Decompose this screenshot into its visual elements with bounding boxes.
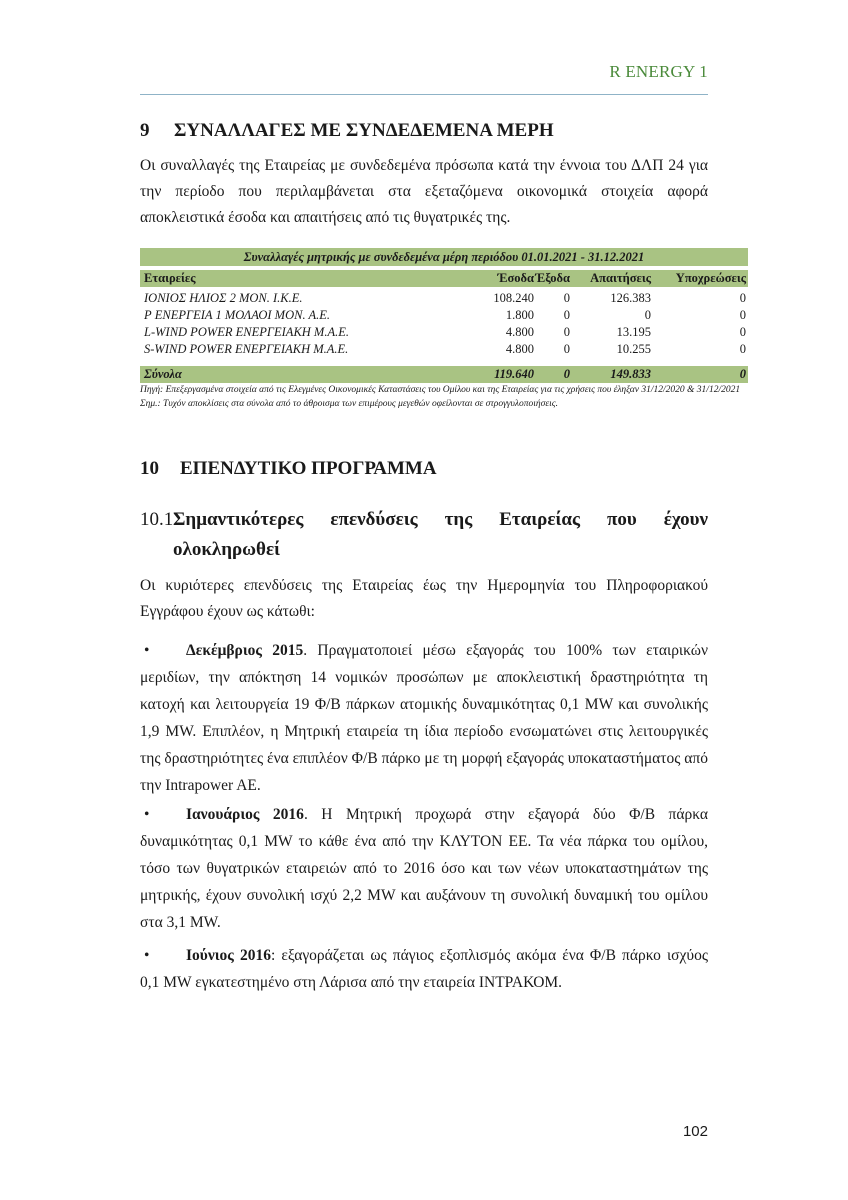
table-cell-expenses: 0 [563, 291, 570, 305]
page-header [140, 62, 708, 95]
section-9-title: ΣΥΝΑΛΛΑΓΕΣ ΜΕ ΣΥΝΔΕΔΕΜΕΝΑ ΜΕΡΗ [174, 120, 554, 141]
table-cell-company: L-WIND POWER ΕΝΕΡΓΕΙΑΚΗ Μ.Α.Ε. [144, 325, 349, 339]
table-row [140, 324, 748, 341]
table-cell-receivables: 10.255 [616, 342, 651, 356]
table-header-row [140, 270, 748, 287]
totals-revenue: 119.640 [494, 367, 534, 381]
table-cell-company: S-WIND POWER ΕΝΕΡΓΕΙΑΚΗ Μ.Α.Ε. [144, 342, 349, 356]
bullet-text: . Πραγματοποιεί μέσω εξαγοράς του 100% των εταιρικών μεριδίων, την απόκτηση 14 νομικών προσώπων με αποκλειστική δραστηριότητα τη κατοχή και λειτουργεία 19 Φ/Β πάρκων ατομικής δυναμικότητας 0,1 MW και συνολικής 1,9 MW. Επιπλέον, η Μητρική εταιρεία τη ίδια περίοδο ενσωματώνει στις λειτουργικές της δραστηριότητες ένα επιπλέον Φ/Β πάρκο με τη μορφή εξαγοράς υποκαταστήματος από την Intrapower AE. [140, 642, 708, 794]
section-9-heading [140, 120, 554, 142]
table-cell-payables: 0 [739, 325, 746, 339]
header-title: R ENERGY 1 [609, 62, 708, 81]
table-row [140, 341, 748, 358]
bullet-item [140, 801, 708, 936]
bullet-item [140, 942, 708, 996]
section-10-1-title-line1: Σημαντικότερες επενδύσεις της Εταιρείας που έχουν [173, 509, 708, 530]
table-cell-company: Ρ ΕΝΕΡΓΕΙΑ 1 ΜΟΛΑΟΙ ΜΟΝ. Α.Ε. [144, 308, 330, 322]
table-cell-revenue: 1.800 [505, 308, 534, 322]
bullet-marker: • [144, 947, 150, 964]
bullet-text: . Η Μητρική προχωρά στην εξαγορά δύο Φ/Β πάρκα δυναμικότητας 0,1 MW το κάθε ένα από την ΚΛΥΤΟΝ ΕΕ. Τα νέα πάρκα του ομίλου, τόσο των θυγατρικών εταιρειών από το 2016 όσο και των νέων υποκαταστημάτων της μητρικής, έχουν συνολική ισχύ 2,2 MW και αυξάνουν τη συνολική δυναμική του ομίλου στα 3,1 MW. [140, 806, 708, 931]
header-revenue: Έσοδα [497, 271, 534, 285]
table-totals-row [140, 366, 748, 383]
header-companies: Εταιρείες [144, 271, 196, 285]
section-10-1-intro: Οι κυριότερες επενδύσεις της Εταιρείας έως την Ημερομηνία του Πληροφοριακού Εγγράφου έχουν ως κάτωθι: [140, 577, 708, 620]
table-cell-receivables: 13.195 [616, 325, 651, 339]
section-9-number: 9 [140, 120, 150, 141]
table-cell-expenses: 0 [563, 325, 570, 339]
section-10-number: 10 [140, 458, 159, 479]
page-number: 102 [682, 1123, 708, 1140]
section-10-title: ΕΠΕΝΔΥΤΙΚΟ ΠΡΟΓΡΑΜΜΑ [180, 458, 437, 479]
table-cell-payables: 0 [739, 291, 746, 305]
table-cell-expenses: 0 [563, 308, 570, 322]
totals-label: Σύνολα [144, 367, 182, 381]
bullet-lead: Δεκέμβριος 2015 [186, 642, 304, 659]
header-receivables: Απαιτήσεις [590, 271, 651, 285]
table-row [140, 307, 748, 324]
table-cell-receivables: 126.383 [610, 291, 651, 305]
section-10-1-heading [140, 505, 708, 565]
table-cell-payables: 0 [739, 342, 746, 356]
table-cell-revenue: 4.800 [505, 342, 534, 356]
table-cell-payables: 0 [739, 308, 746, 322]
header-payables: Υποχρεώσεις [675, 271, 746, 285]
table-cell-receivables: 0 [644, 308, 651, 322]
section-10-1-title-line2: ολοκληρωθεί [173, 539, 280, 560]
table-cell-expenses: 0 [563, 342, 570, 356]
table-rounding-note: Σημ.: Τυχόν αποκλίσεις στα σύνολα από το άθροισμα των επιμέρους μεγεθών οφείλονται σε στρογγυλοποιήσεις. [140, 399, 558, 409]
bullet-lead: Ιούνιος 2016 [186, 947, 271, 964]
totals-payables: 0 [739, 367, 746, 381]
bullet-item [140, 637, 708, 799]
totals-receivables: 149.833 [610, 367, 651, 381]
totals-expenses: 0 [563, 367, 570, 381]
table-source-note: Πηγή: Επεξεργασμένα στοιχεία από τις Ελεγμένες Οικονομικές Καταστάσεις του Ομίλου και της Εταιρείας για τις χρήσεις που έληξαν 31/12/2020 & 31/12/2021 [140, 385, 741, 395]
bullet-lead: Ιανουάριος 2016 [186, 806, 304, 823]
table-cell-company: ΙΟΝΙΟΣ ΗΛΙΟΣ 2 ΜΟΝ. Ι.Κ.Ε. [144, 291, 303, 305]
bullet-marker: • [144, 806, 150, 823]
section-9-paragraph: Οι συναλλαγές της Εταιρείας με συνδεδεμένα πρόσωπα κατά την έννοια του ΔΛΠ 24 για την περίοδο που περιλαμβάνεται στα εξεταζόμενα οικονομικά στοιχεία αφορά αποκλειστικά έσοδα και απαιτήσεις από τις θυγατρικές της. [140, 157, 708, 226]
section-10-heading [140, 458, 437, 480]
table-cell-revenue: 4.800 [505, 325, 534, 339]
header-expenses: Έξοδα [535, 271, 570, 285]
section-10-1-number: 10.1 [140, 509, 174, 530]
table-cell-revenue: 108.240 [493, 291, 534, 305]
related-party-table [140, 248, 748, 410]
table-row [140, 290, 748, 307]
bullet-marker: • [144, 642, 150, 659]
bullet-text: : εξαγοράζεται ως πάγιος εξοπλισμός ακόμα ένα Φ/Β πάρκο ισχύος 0,1 MW εγκατεστημένο στη Λάρισα από την εταιρεία ΙΝΤΡΑΚΟΜ. [140, 947, 708, 991]
table-title: Συναλλαγές μητρικής με συνδεδεμένα μέρη περιόδου 01.01.2021 - 31.12.2021 [140, 248, 748, 266]
